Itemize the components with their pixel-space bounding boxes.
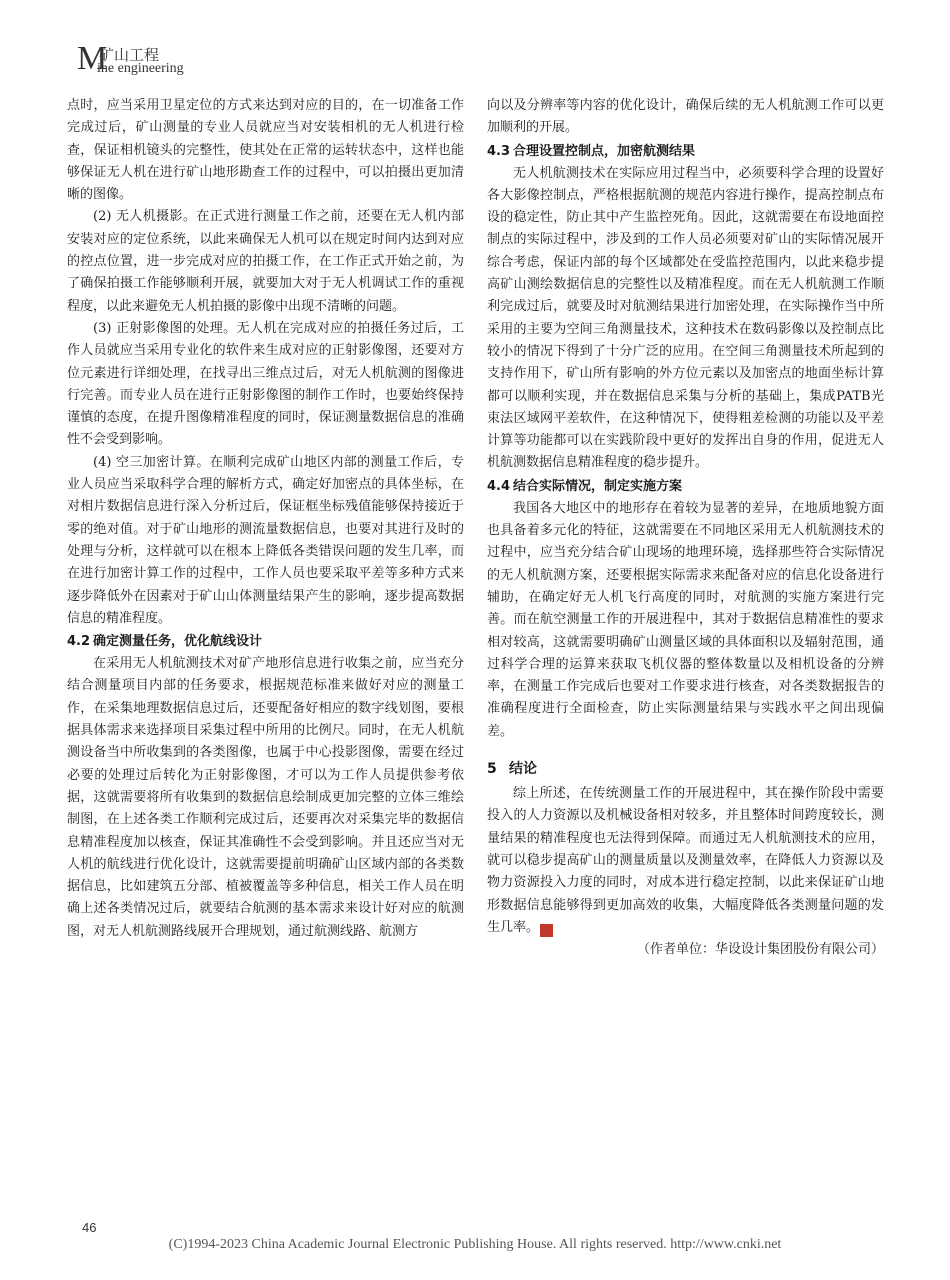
section-title: 结论: [509, 761, 537, 778]
section-number: 4.2: [67, 634, 91, 650]
copyright-footer: (C)1994-2023 China Academic Journal Electronic Publishing House. All rights reserved. http://www.cnki.net: [168, 1237, 782, 1252]
section-heading-4-2: [67, 630, 464, 653]
end-of-article-icon: 通: [540, 924, 553, 937]
author-affiliation: （作者单位：华设设计集团股份有限公司）: [636, 942, 884, 958]
section-title: 结合实际情况，制定实施方案: [513, 478, 683, 494]
paragraph-orthophoto: (3) 正射影像图的处理。无人机在完成对应的拍摄任务过后，工作人员就应当采用专业化的软件来生成对应的正射影像图，还要对方位元素进行详细处理，在找寻出三维点过后，对无人机航测的图像进行完善。而专业人员在进行正射影像图的制作工作时，也要始终保持谨慎的态度，在提升图像精准程度的同时，保证测量数据信息的准确性不会受到影响。: [67, 320, 464, 448]
paragraph-4-3: 无人机航测技术在实际应用过程当中，必须要科学合理的设置好各大影像控制点，严格根据航测的规范内容进行操作，提高控制点布设的稳定性，防止其中产生监控死角。因此，这就需要在布设地面控制点的实际过程中，涉及到的工作人员必须要对矿山的实际情况展开综合考虑，保证内部的每个区域都处在受监控范围内，以此来稳步提高矿山测绘数据信息的完整性以及精准程度。而在无人机航测工作顺利完成过后，就要及时对航测结果进行加密处理，在实际操作当中所采用的主要为空间三角测量技术，这种技术在数码影像以及控制点比较小的情况下得到了十分广泛的应用。在空间三角测量技术所起到的支持作用下，矿山所有影响的外方位元素以及加密点的地面坐标计算都可以顺利实现，并在数据信息采集与分析的基础上，集成PATB光束法区域网平差软件，在这种情况下，使得粗差检测的功能以及平差计算等功能都可以在实践阶段中更好的发挥出自身的作用，促进无人机航测数据信息精准程度的稳步提升。: [487, 165, 884, 471]
paragraph-aerotriangulation: (4) 空三加密计算。在顺利完成矿山地区内部的测量工作后，专业人员应当采取科学合理的解析方式，确定好加密点的具体坐标，在对相片数据信息进行深入分析过后，保证框坐标残值能够保持接近于零的绝对值。对于矿山地形的测流量数据信息，也要对其进行及时的处理与分析，这样就可以在根本上降低各类错误问题的发生几率，而在进行加密计算工作的过程中，工作人员也要采取平差等多种方式来逐步降低外在因素对于矿山山体测量结果产生的影响，逐步提高数据信息的精准程度。: [67, 454, 464, 626]
paragraph-uav-photography: (2) 无人机摄影。在正式进行测量工作之前，还要在无人机内部安装对应的定位系统，以此来确保无人机可以在规定时间内达到对应的控点位置，进一步完成对应的拍摄工作，在工作正式开始之前，为了确保拍摄工作能够顺利开展，就要加大对于无人机调试工作的重视程度，以此来避免无人机拍摄的影像中出现不清晰的问题。: [67, 209, 464, 314]
journal-logo-letter: M: [77, 40, 108, 77]
paragraph-continued: 向以及分辨率等内容的优化设计，确保后续的无人机航测工作可以更加顺利的开展。: [487, 98, 884, 136]
journal-name-en: ine engineering: [97, 61, 184, 76]
paragraph-conclusion: [487, 783, 884, 939]
section-number: 4.3: [487, 143, 511, 159]
paragraph-intro: 点时，应当采用卫星定位的方式来达到对应的目的，在一切准备工作完成过后，矿山测量的专业人员就应当对安装相机的无人机进行检查，保证相机镜头的完整性，使其处在正常的运转状态中，这样也能够保证无人机在进行矿山地形勘查工作的过程中，可以拍摄出更加清晰的图像。: [67, 98, 464, 203]
left-column: [67, 95, 464, 943]
section-heading-4-3: [487, 140, 884, 163]
page-number: 46: [82, 1220, 97, 1235]
section-number: 4.4: [487, 478, 511, 494]
section-title: 合理设置控制点，加密航测结果: [513, 143, 696, 159]
journal-name-cn: 矿山工程: [99, 46, 160, 64]
right-column: [487, 95, 884, 961]
section-title: 确定测量任务，优化航线设计: [93, 634, 263, 650]
section-heading-4-4: [487, 475, 884, 498]
paragraph-4-4: 我国各大地区中的地形存在着较为显著的差异，在地质地貌方面也具备着多元化的特征，这就需要在不同地区采用无人机航测技术的过程中，应当充分结合矿山现场的地理环境，选择那些符合实际情况的无人机航测方案，还要根据实际需求来配备对应的信息化设备进行辅助，在确定好无人机飞行高度的同时，对航测的实施方案进行完善。而在航空测量工作的开展进程中，其对于数据信息精准性的要求相对较高，这就需要明确矿山测量区域的具体面积以及辐射范围，通过科学合理的运算来获取飞机仪器的整体数量以及相机设备的分辨率，在测量工作完成后也要对工作要求进行核查，对各类数据报告的准确程度进行全面检查，防止实际测量结果与实践水平之间出现偏差。: [487, 500, 884, 739]
section-heading-5: [487, 757, 884, 781]
conclusion-text: 综上所述，在传统测量工作的开展进程中，其在操作阶段中需要投入的人力资源以及机械设备相对较多，并且整体时间跨度较长，测量结果的精准程度也无法得到保障。而通过无人机航测技术的应用，就可以稳步提高矿山的测量质量以及测量效率，在降低人力资源以及物力资源投入力度的同时，对成本进行稳定控制，以此来保证矿山地形数据信息能够得到更加高效的收集，大幅度降低各类测量问题的发生几率。: [487, 786, 884, 935]
paragraph-4-2: 在采用无人机航测技术对矿产地形信息进行收集之前，应当充分结合测量项目内部的任务要求，根据规范标准来做好对应的测量工作，在采集地理数据信息过后，还要配备好相应的数字线划图，要根据具体需求来选择项目采集过程中所用的比例尺。同时，在无人机航测设备当中所收集到的各类图像，也属于中心投影图像，需要在经过必要的处理过后转化为正射影像图，才可以为工作人员提供参考依据，这就需要将所有收集到的数据信息绘制成更加完整的立体三维绘制图，在上述各类工作顺利完成过后，还要再次对采集完毕的数据信息精准程度加以核查，保证其准确性不会受到影响。并且还应当对无人机的航线进行优化设计，这就需要提前明确矿山区域内部的各类数据信息，比如建筑五分部、植被覆盖等多种信息，相关工作人员在明确上述各类情况过后，就要结合航测的基本需求来设计好对应的航测图，对无人机航测路线展开合理规划，通过航测线路、航测方: [67, 656, 464, 939]
section-number: 5: [487, 761, 497, 778]
